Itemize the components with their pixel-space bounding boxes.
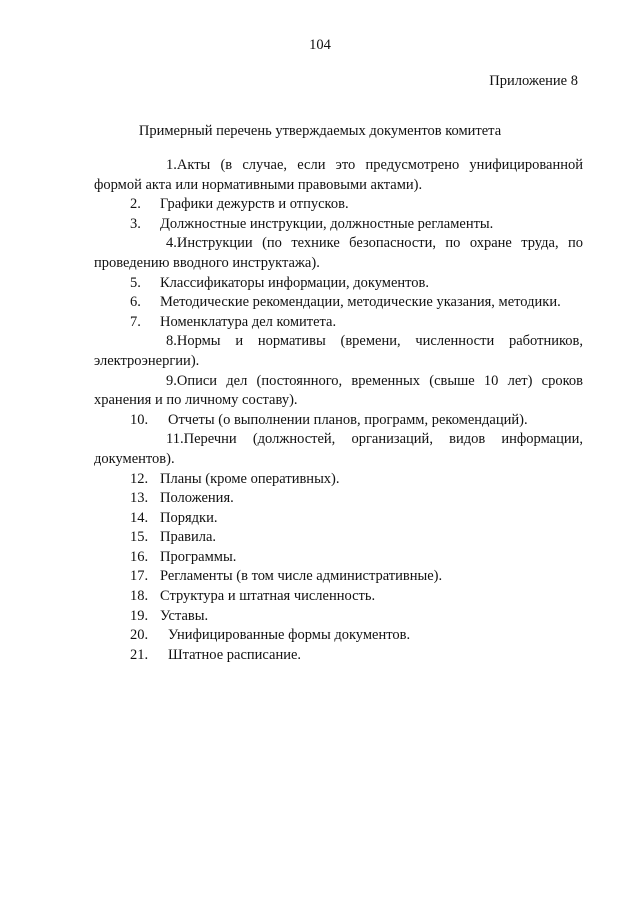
item-number: 7. xyxy=(130,313,141,330)
list-item xyxy=(94,195,583,215)
item-text: Акты (в случае, если это предусмотрено унифицированной xyxy=(176,157,583,173)
item-text: Регламенты (в том числе административные). xyxy=(160,568,443,585)
list-item xyxy=(94,372,583,411)
list-item xyxy=(94,567,583,587)
item-number: 15. xyxy=(130,529,149,546)
item-number: 13. xyxy=(130,490,149,507)
item-text-continuation: электроэнергии). xyxy=(94,352,200,369)
item-text-continuation: проведению вводного инструктажа). xyxy=(94,254,320,271)
list-item xyxy=(94,156,583,195)
list-item xyxy=(94,411,583,431)
list-item xyxy=(94,626,583,646)
item-text: Описи дел (постоянного, временных (свыше 10 лет) сроков xyxy=(176,372,583,389)
list-item xyxy=(94,607,583,627)
list-item xyxy=(94,274,583,294)
item-number: 16. xyxy=(130,548,149,565)
item-text: Унифицированные формы документов. xyxy=(168,627,411,644)
item-number: 18. xyxy=(130,588,149,605)
item-number: 10. xyxy=(130,411,149,428)
item-text: Должностные инструкции, должностные регламенты. xyxy=(160,215,494,232)
list-item xyxy=(94,548,583,568)
list-item xyxy=(94,489,583,509)
documents-list xyxy=(94,156,583,665)
list-item xyxy=(94,313,583,333)
item-text: Классификаторы информации, документов. xyxy=(160,274,430,291)
list-item xyxy=(94,215,583,235)
document-title: Примерный перечень утверждаемых документов комитета xyxy=(138,123,502,139)
item-number: 5. xyxy=(130,274,141,291)
item-text: Положения. xyxy=(160,490,234,507)
item-text-continuation: документов). xyxy=(94,450,175,467)
item-number: 14. xyxy=(130,509,149,526)
item-text: Порядки. xyxy=(160,509,218,526)
list-item xyxy=(94,528,583,548)
item-text: Уставы. xyxy=(160,607,209,624)
item-text: Номенклатура дел комитета. xyxy=(160,313,337,330)
item-number: 19. xyxy=(130,607,149,624)
item-text: Штатное расписание. xyxy=(168,646,302,663)
item-text-continuation: хранения и по личному составу). xyxy=(94,392,298,409)
item-text: Планы (кроме оперативных). xyxy=(160,470,340,487)
item-text: Графики дежурств и отпусков. xyxy=(160,196,349,213)
item-number: 17. xyxy=(130,568,149,585)
list-item xyxy=(94,234,583,273)
list-item xyxy=(94,430,583,469)
list-item xyxy=(94,470,583,490)
item-text: Инструкции (по технике безопасности, по охране труда, по xyxy=(176,235,583,252)
item-number: 21. xyxy=(130,646,149,663)
appendix-label: Приложение 8 xyxy=(489,73,578,89)
list-item xyxy=(94,587,583,607)
list-item xyxy=(94,646,583,666)
item-number: 9. xyxy=(166,372,177,389)
page-number: 104 xyxy=(309,37,331,53)
item-text: Нормы и нормативы (времени, численности работников, xyxy=(176,333,583,350)
item-number: 11. xyxy=(166,431,184,448)
item-number: 2. xyxy=(130,196,141,213)
item-text: Правила. xyxy=(160,529,217,546)
item-number: 12. xyxy=(130,470,149,487)
item-number: 3. xyxy=(130,215,141,232)
item-text: Структура и штатная численность. xyxy=(160,588,376,605)
item-number: 4. xyxy=(166,235,177,252)
item-text-continuation: формой акта или нормативными правовыми актами). xyxy=(94,176,423,193)
list-item xyxy=(94,293,583,313)
item-number: 8. xyxy=(166,333,177,350)
item-text: Отчеты (о выполнении планов, программ, рекомендаций). xyxy=(168,411,528,428)
item-number: 6. xyxy=(130,294,141,311)
item-number: 20. xyxy=(130,627,149,644)
item-text: Программы. xyxy=(160,548,237,565)
item-number: 1. xyxy=(166,157,177,173)
item-text: Перечни (должностей, организаций, видов информации, xyxy=(183,431,583,448)
list-item xyxy=(94,332,583,371)
item-text: Методические рекомендации, методические указания, методики. xyxy=(160,294,561,311)
list-item xyxy=(94,509,583,529)
